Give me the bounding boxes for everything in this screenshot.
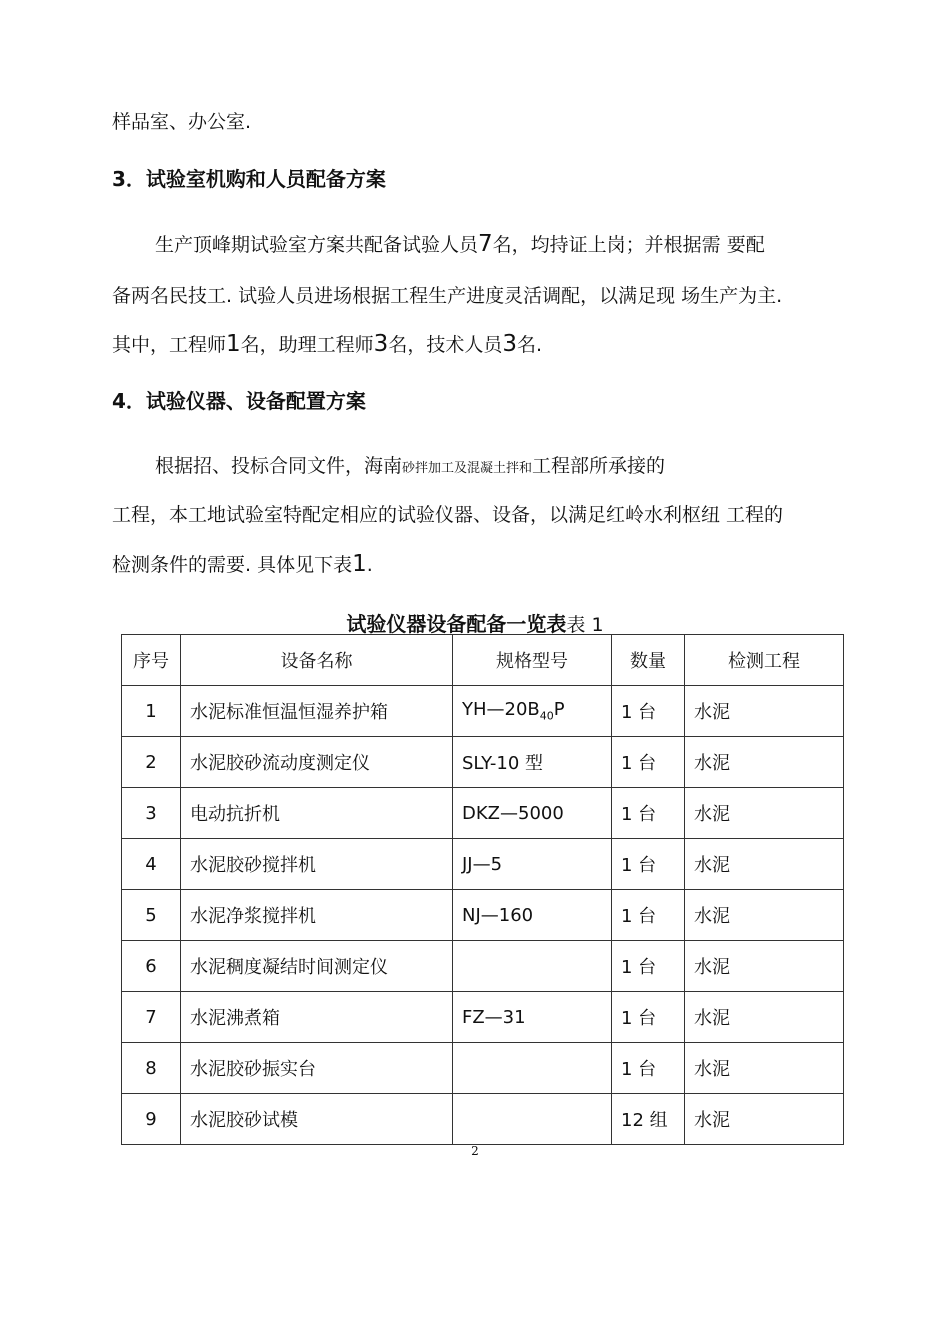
cell-qty: 1 台 (612, 686, 685, 737)
cell-name: 水泥胶砂试模 (181, 1094, 453, 1145)
cell-item: 水泥 (685, 992, 844, 1043)
small-text-span: 砂拌加工及混凝土拌和 (402, 461, 533, 476)
paragraph-line (112, 503, 783, 527)
cell-no: 9 (122, 1094, 181, 1145)
cell-qty: 12 组 (612, 1094, 685, 1145)
text-span: 样品室、办公室. (112, 111, 252, 133)
cell-model: JJ—5 (453, 839, 612, 890)
cell-item: 水泥 (685, 737, 844, 788)
cell-model: FZ—31 (453, 992, 612, 1043)
cell-no: 3 (122, 788, 181, 839)
heading-text: 3．试验室机购和人员配备方案 (112, 167, 386, 191)
cell-name: 水泥胶砂流动度测定仪 (181, 737, 453, 788)
table-row (122, 788, 844, 839)
table-row (122, 1094, 844, 1145)
cell-name: 水泥沸煮箱 (181, 992, 453, 1043)
cell-qty: 1 台 (612, 992, 685, 1043)
section-heading-3 (112, 167, 386, 191)
cell-model: DKZ—5000 (453, 788, 612, 839)
text-span: 名，均持证上岗；并根据需 要配 (492, 234, 765, 256)
paragraph-line (112, 332, 542, 357)
paragraph-line (155, 454, 665, 481)
text-span: 检测条件的需要. 具体见下表 (112, 554, 353, 576)
number-span: 3 (502, 331, 517, 357)
cell-qty: 1 台 (612, 941, 685, 992)
header-name: 设备名称 (181, 635, 453, 686)
table-row (122, 890, 844, 941)
cell-model (453, 941, 612, 992)
cell-no: 5 (122, 890, 181, 941)
cell-item: 水泥 (685, 1094, 844, 1145)
heading-text: 4．试验仪器、设备配置方案 (112, 389, 366, 413)
cell-item: 水泥 (685, 1043, 844, 1094)
paragraph-line (112, 110, 251, 134)
table-row (122, 992, 844, 1043)
cell-item: 水泥 (685, 788, 844, 839)
caption-suffix: 表 1 (566, 614, 604, 636)
model-tail: P (553, 699, 565, 721)
equipment-table (121, 634, 844, 1145)
cell-qty: 1 台 (612, 890, 685, 941)
cell-item: 水泥 (685, 839, 844, 890)
cell-qty: 1 台 (612, 1043, 685, 1094)
text-span: 其中，工程师 (112, 334, 227, 356)
number-span: 7 (478, 231, 493, 257)
cell-model: NJ—160 (453, 890, 612, 941)
text-span: 备两名民技工. 试验人员进场根据工程生产进度灵活调配，以满足现 场生产为主. (112, 285, 783, 307)
text-span: 生产顶峰期试验室方案共配备试验人员 (155, 234, 479, 256)
cell-no: 8 (122, 1043, 181, 1094)
cell-no: 7 (122, 992, 181, 1043)
cell-name: 水泥稠度凝结时间测定仪 (181, 941, 453, 992)
text-span: 根据招、投标合同文件，海南 (155, 455, 403, 477)
cell-name: 电动抗折机 (181, 788, 453, 839)
cell-name: 水泥胶砂搅拌机 (181, 839, 453, 890)
cell-model (453, 1094, 612, 1145)
header-qty: 数量 (612, 635, 685, 686)
cell-qty: 1 台 (612, 839, 685, 890)
cell-item: 水泥 (685, 941, 844, 992)
paragraph-line (155, 232, 765, 257)
cell-qty: 1 台 (612, 788, 685, 839)
cell-name: 水泥标准恒温恒湿养护箱 (181, 686, 453, 737)
header-no: 序号 (122, 635, 181, 686)
caption-title: 试验仪器设备配备一览表 (346, 612, 567, 636)
section-heading-4 (112, 389, 366, 413)
paragraph-line (112, 552, 373, 577)
cell-no: 6 (122, 941, 181, 992)
header-item: 检测工程 (685, 635, 844, 686)
text-span: 工程，本工地试验室特配定相应的试验仪器、设备，以满足红岭水利枢纽 工程的 (112, 504, 784, 526)
cell-model: SLY-10 型 (453, 737, 612, 788)
cell-qty: 1 台 (612, 737, 685, 788)
number-span: 1 (352, 551, 367, 577)
text-span: . (366, 554, 373, 576)
cell-no: 2 (122, 737, 181, 788)
table-row (122, 1043, 844, 1094)
cell-model (453, 1043, 612, 1094)
table-row (122, 839, 844, 890)
model-subscript: 40 (539, 709, 554, 723)
cell-no: 4 (122, 839, 181, 890)
table-caption (0, 608, 950, 637)
text-span: 工程部所承接的 (532, 455, 666, 477)
number-span: 3 (373, 331, 389, 357)
cell-name: 水泥胶砂振实台 (181, 1043, 453, 1094)
cell-item: 水泥 (685, 686, 844, 737)
table-row (122, 686, 844, 737)
table-row (122, 941, 844, 992)
text-span: 名，技术人员 (388, 334, 503, 356)
number-span: 1 (226, 331, 241, 357)
cell-model (453, 686, 612, 737)
cell-name: 水泥净浆搅拌机 (181, 890, 453, 941)
cell-no: 1 (122, 686, 181, 737)
table-header-row (122, 635, 844, 686)
table-row (122, 737, 844, 788)
text-span: 名. (516, 334, 543, 356)
text-span: 名，助理工程师 (240, 334, 374, 356)
paragraph-line (112, 284, 782, 308)
header-model: 规格型号 (453, 635, 612, 686)
model-text: YH—20B (462, 699, 540, 721)
cell-item: 水泥 (685, 890, 844, 941)
page-number: 2 (471, 1144, 479, 1158)
